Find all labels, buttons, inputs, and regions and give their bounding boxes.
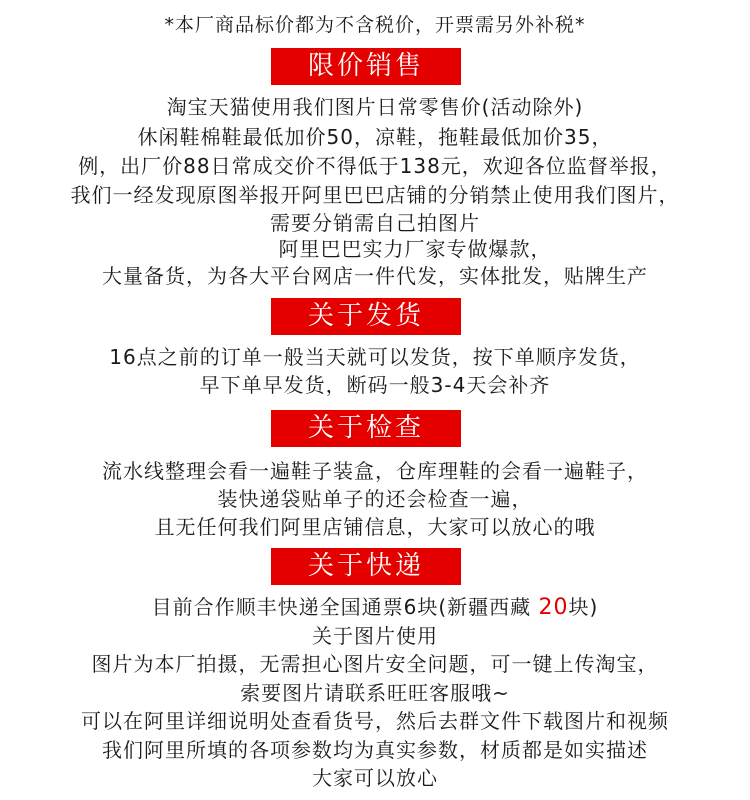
price-limit-line: 需要分销需自己拍图片: [270, 211, 480, 235]
express-highlight-price: 20: [538, 595, 569, 620]
shipping-line: 16点之前的订单一般当天就可以发货，按下单顺序发货，: [109, 345, 641, 369]
image-usage-title: 关于图片使用: [312, 624, 438, 648]
price-limit-line: 阿里巴巴实力厂家专做爆款，: [278, 237, 552, 261]
express-line: [0, 595, 750, 620]
express-text: 目前合作顺丰快递全国通票6块(新疆西藏: [151, 595, 539, 619]
section-title-shipping: 关于发货: [271, 298, 461, 335]
section-title-express: 关于快递: [271, 548, 461, 585]
price-limit-line: 休闲鞋棉鞋最低加价50，凉鞋，拖鞋最低加价35，: [137, 125, 613, 149]
tax-notice: *本厂商品标价都为不含税价，开票需另外补税*: [164, 14, 586, 36]
inspection-line: 且无任何我们阿里店铺信息，大家可以放心的哦: [154, 515, 596, 539]
shipping-line: 早下单早发货，断码一般3-4天会补齐: [199, 373, 551, 397]
inspection-line: 装快递袋贴单子的还会检查一遍，: [217, 487, 533, 511]
section-title-price-limit: 限价销售: [271, 48, 461, 85]
inspection-line: 流水线整理会看一遍鞋子装盒，仓库理鞋的会看一遍鞋子，: [102, 459, 648, 483]
price-limit-line: 淘宝天猫使用我们图片日常零售价(活动除外): [166, 95, 584, 119]
price-limit-line: 我们一经发现原图举报开阿里巴巴店铺的分销禁止使用我们图片，: [70, 183, 680, 207]
image-usage-line: 图片为本厂拍摄，无需担心图片安全问题，可一键上传淘宝，: [91, 652, 659, 676]
image-usage-line: 索要图片请联系旺旺客服哦~: [240, 681, 510, 705]
image-usage-line: 大家可以放心: [312, 766, 438, 790]
express-text-end: 块): [568, 595, 599, 619]
image-usage-line: 可以在阿里详细说明处查看货号，然后去群文件下载图片和视频: [81, 709, 669, 733]
section-title-inspection: 关于检查: [271, 410, 461, 447]
price-limit-line: 例，出厂价88日常成交价不得低于138元，欢迎各位监督举报，: [78, 154, 672, 178]
price-limit-line: 大量备货，为各大平台网店一件代发，实体批发，贴牌生产: [102, 264, 648, 288]
image-usage-line: 我们阿里所填的各项参数均为真实参数，材质都是如实描述: [102, 738, 648, 762]
